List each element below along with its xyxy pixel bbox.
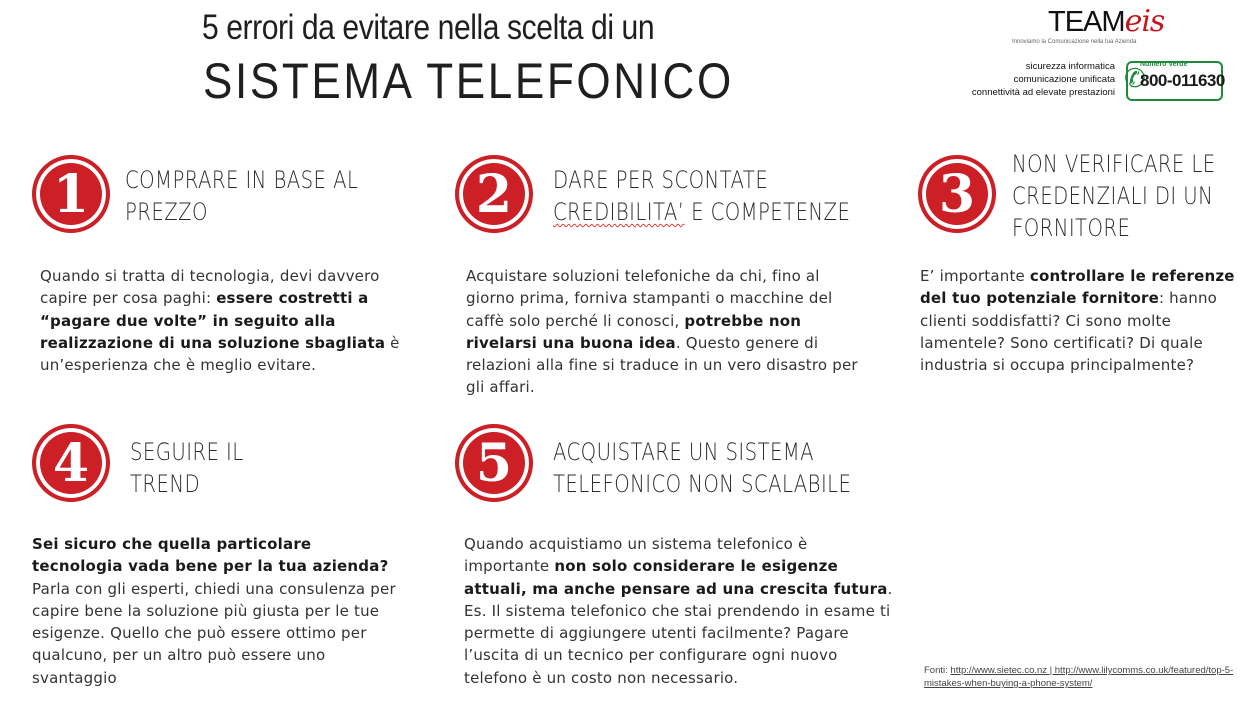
toll-free-label: Numero Verde: [1140, 61, 1188, 68]
brand-slogan: Innoviamo la Comunicazione nella tua Azienda: [1012, 39, 1137, 45]
brand-logo-text: TEAM: [1048, 6, 1125, 38]
service-item: comunicazione unificata: [1013, 74, 1115, 85]
number-badge-3: 3: [918, 155, 996, 233]
error-heading-1: COMPRARE IN BASE AL PREZZO: [125, 166, 359, 226]
error-heading-4: SEGUIRE IL TREND: [130, 438, 244, 498]
number-badge-2: 2: [455, 155, 533, 233]
page-title-line2: SISTEMA TELEFONICO: [203, 53, 734, 109]
number-badge-5: 5: [455, 424, 533, 502]
brand-logo: [1048, 4, 1164, 39]
error-paragraph-3: E’ importante controllare le referenze del tuo potenziale fornitore: hanno clienti soddisfatti? Ci sono molte lamentele? Sono certificati? Di quale industria si occupa principalmente?: [920, 267, 1235, 375]
brand-logo-script: eis: [1124, 4, 1165, 39]
error-paragraph-2: Acquistare soluzioni telefoniche da chi, fino al giorno prima, forniva stampanti o macchine del caffè solo perché li conosci, potrebbe non rivelarsi una buona idea. Questo genere di relazioni alla fine si traduce in un vero disastro per gli affari.: [466, 267, 858, 397]
services-list: [972, 60, 1115, 99]
sources-links[interactable]: http://www.sietec.co.nz | http://www.lilycomms.co.uk/featured/top-5-mistakes-when-buying-a-phone-system/: [924, 665, 1234, 689]
sources-note: Fonti: http://www.sietec.co.nz | http://www.lilycomms.co.uk/featured/top-5-mistakes-when-buying-a-phone-system/: [924, 665, 1234, 689]
error-heading-3: NON VERIFICARE LE CREDENZIALI DI UN FORNITORE: [1012, 150, 1216, 242]
number-badge-1: 1: [32, 155, 110, 233]
underlined-word: CREDIBILITA’: [553, 198, 685, 226]
error-paragraph-4: Sei sicuro che quella particolare tecnologia vada bene per la tua azienda? Parla con gli esperti, chiedi una consulenza per capire bene la soluzione più giusta per le tue esigenze. Quello che può essere ottimo per qualcuno, per un altro può essere uno svantaggio: [32, 535, 396, 687]
error-paragraph-5: Quando acquistiamo un sistema telefonico è importante non solo considerare le esigenze attuali, ma anche pensare ad una crescita futura. Es. Il sistema telefonico che stai prendendo in esame ti permette di aggiungere utenti facilmente? Pagare l’uscita di un tecnico per configurare ogni nuovo telefono è un costo non necessario.: [464, 535, 893, 687]
error-heading-2: DARE PER SCONTATE CREDIBILITA’ E COMPETENZE: [553, 166, 851, 226]
page-title-line1: 5 errori da evitare nella scelta di un: [202, 8, 655, 47]
number-badge-4: 4: [32, 424, 110, 502]
toll-free-number: 800-011630: [1140, 71, 1225, 90]
error-heading-5: ACQUISTARE UN SISTEMA TELEFONICO NON SCALABILE: [553, 438, 852, 498]
service-item: sicurezza informatica: [1025, 61, 1115, 72]
heading-rest: E COMPETENZE: [684, 198, 851, 226]
service-item: connettività ad elevate prestazioni: [971, 87, 1115, 98]
phone-icon: ✆: [1124, 64, 1146, 94]
error-paragraph-1: Quando si tratta di tecnologia, devi davvero capire per cosa paghi: essere costretti a “pagare due volte” in seguito alla realizzazione di una soluzione sbagliata è un’esperienza che è meglio evitare.: [40, 267, 400, 375]
